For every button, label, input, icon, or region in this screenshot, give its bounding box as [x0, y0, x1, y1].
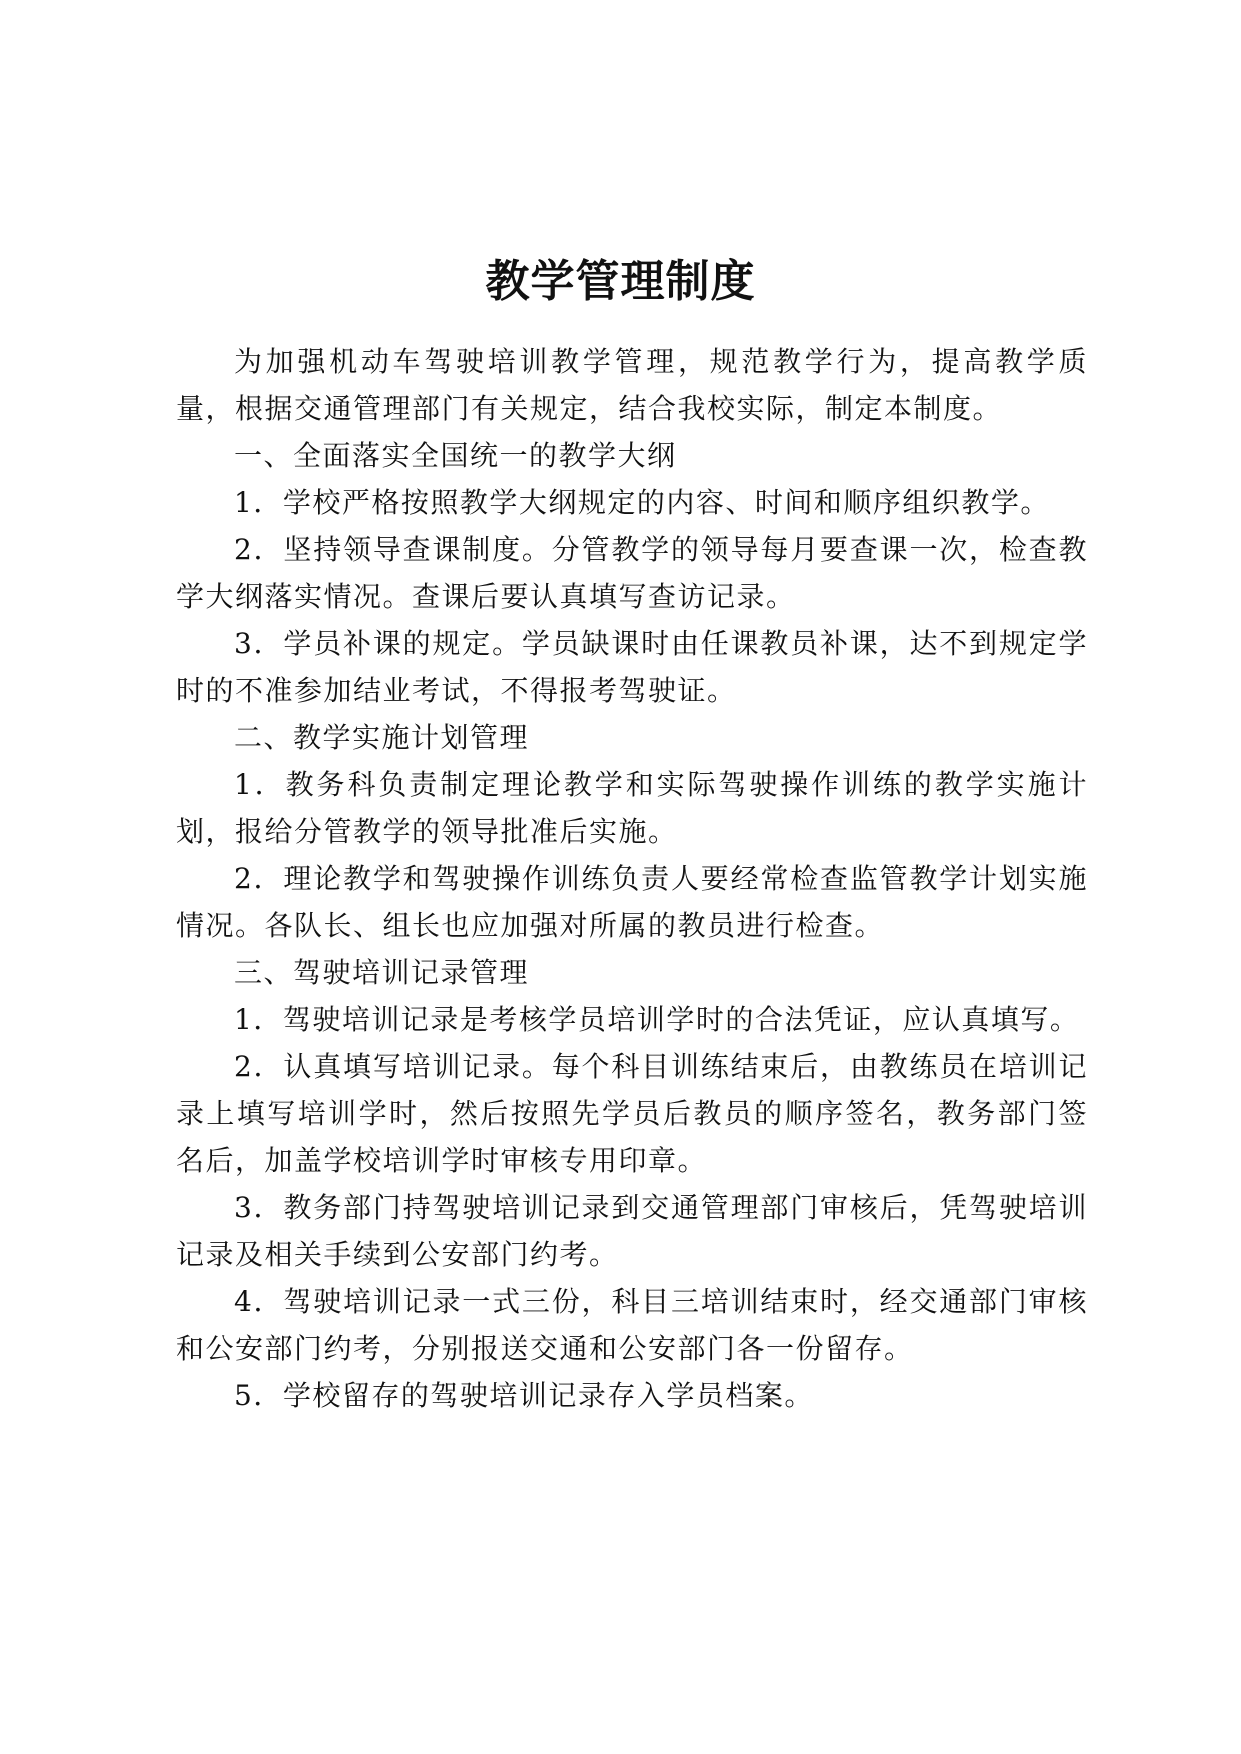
section-1-item-3: 3．学员补课的规定。学员缺课时由任课教员补课，达不到规定学时的不准参加结业考试，不得报考驾驶证。	[176, 627, 1088, 707]
section-1-item-1: 1．学校严格按照教学大纲规定的内容、时间和顺序组织教学。	[234, 486, 1050, 519]
intro-paragraph: 为加强机动车驾驶培训教学管理，规范教学行为，提高教学质量，根据交通管理部门有关规定，结合我校实际，制定本制度。	[176, 345, 1088, 425]
section-heading-1: 一、全面落实全国统一的教学大纲	[234, 439, 677, 472]
section-1-item-2: 2．坚持领导查课制度。分管教学的领导每月要查课一次，检查教学大纲落实情况。查课后要认真填写查访记录。	[176, 533, 1088, 613]
section-3-item-4: 4．驾驶培训记录一式三份，科目三培训结束时，经交通部门审核和公安部门约考，分别报送交通和公安部门各一份留存。	[176, 1285, 1088, 1365]
section-3-item-5: 5．学校留存的驾驶培训记录存入学员档案。	[234, 1379, 814, 1412]
section-2-item-1: 1．教务科负责制定理论教学和实际驾驶操作训练的教学实施计划，报给分管教学的领导批准后实施。	[176, 768, 1088, 848]
section-2-item-2: 2．理论教学和驾驶操作训练负责人要经常检查监管教学计划实施情况。各队长、组长也应加强对所属的教员进行检查。	[176, 862, 1088, 942]
document-body	[176, 338, 1088, 1419]
section-heading-2: 二、教学实施计划管理	[234, 721, 530, 754]
section-3-item-3: 3．教务部门持驾驶培训记录到交通管理部门审核后，凭驾驶培训记录及相关手续到公安部门约考。	[176, 1191, 1088, 1271]
document-title: 教学管理制度	[485, 256, 756, 307]
section-3-item-1: 1．驾驶培训记录是考核学员培训学时的合法凭证，应认真填写。	[234, 1003, 1080, 1036]
section-heading-3: 三、驾驶培训记录管理	[234, 956, 530, 989]
section-3-item-2: 2．认真填写培训记录。每个科目训练结束后，由教练员在培训记录上填写培训学时，然后按照先学员后教员的顺序签名，教务部门签名后，加盖学校培训学时审核专用印章。	[176, 1050, 1088, 1177]
